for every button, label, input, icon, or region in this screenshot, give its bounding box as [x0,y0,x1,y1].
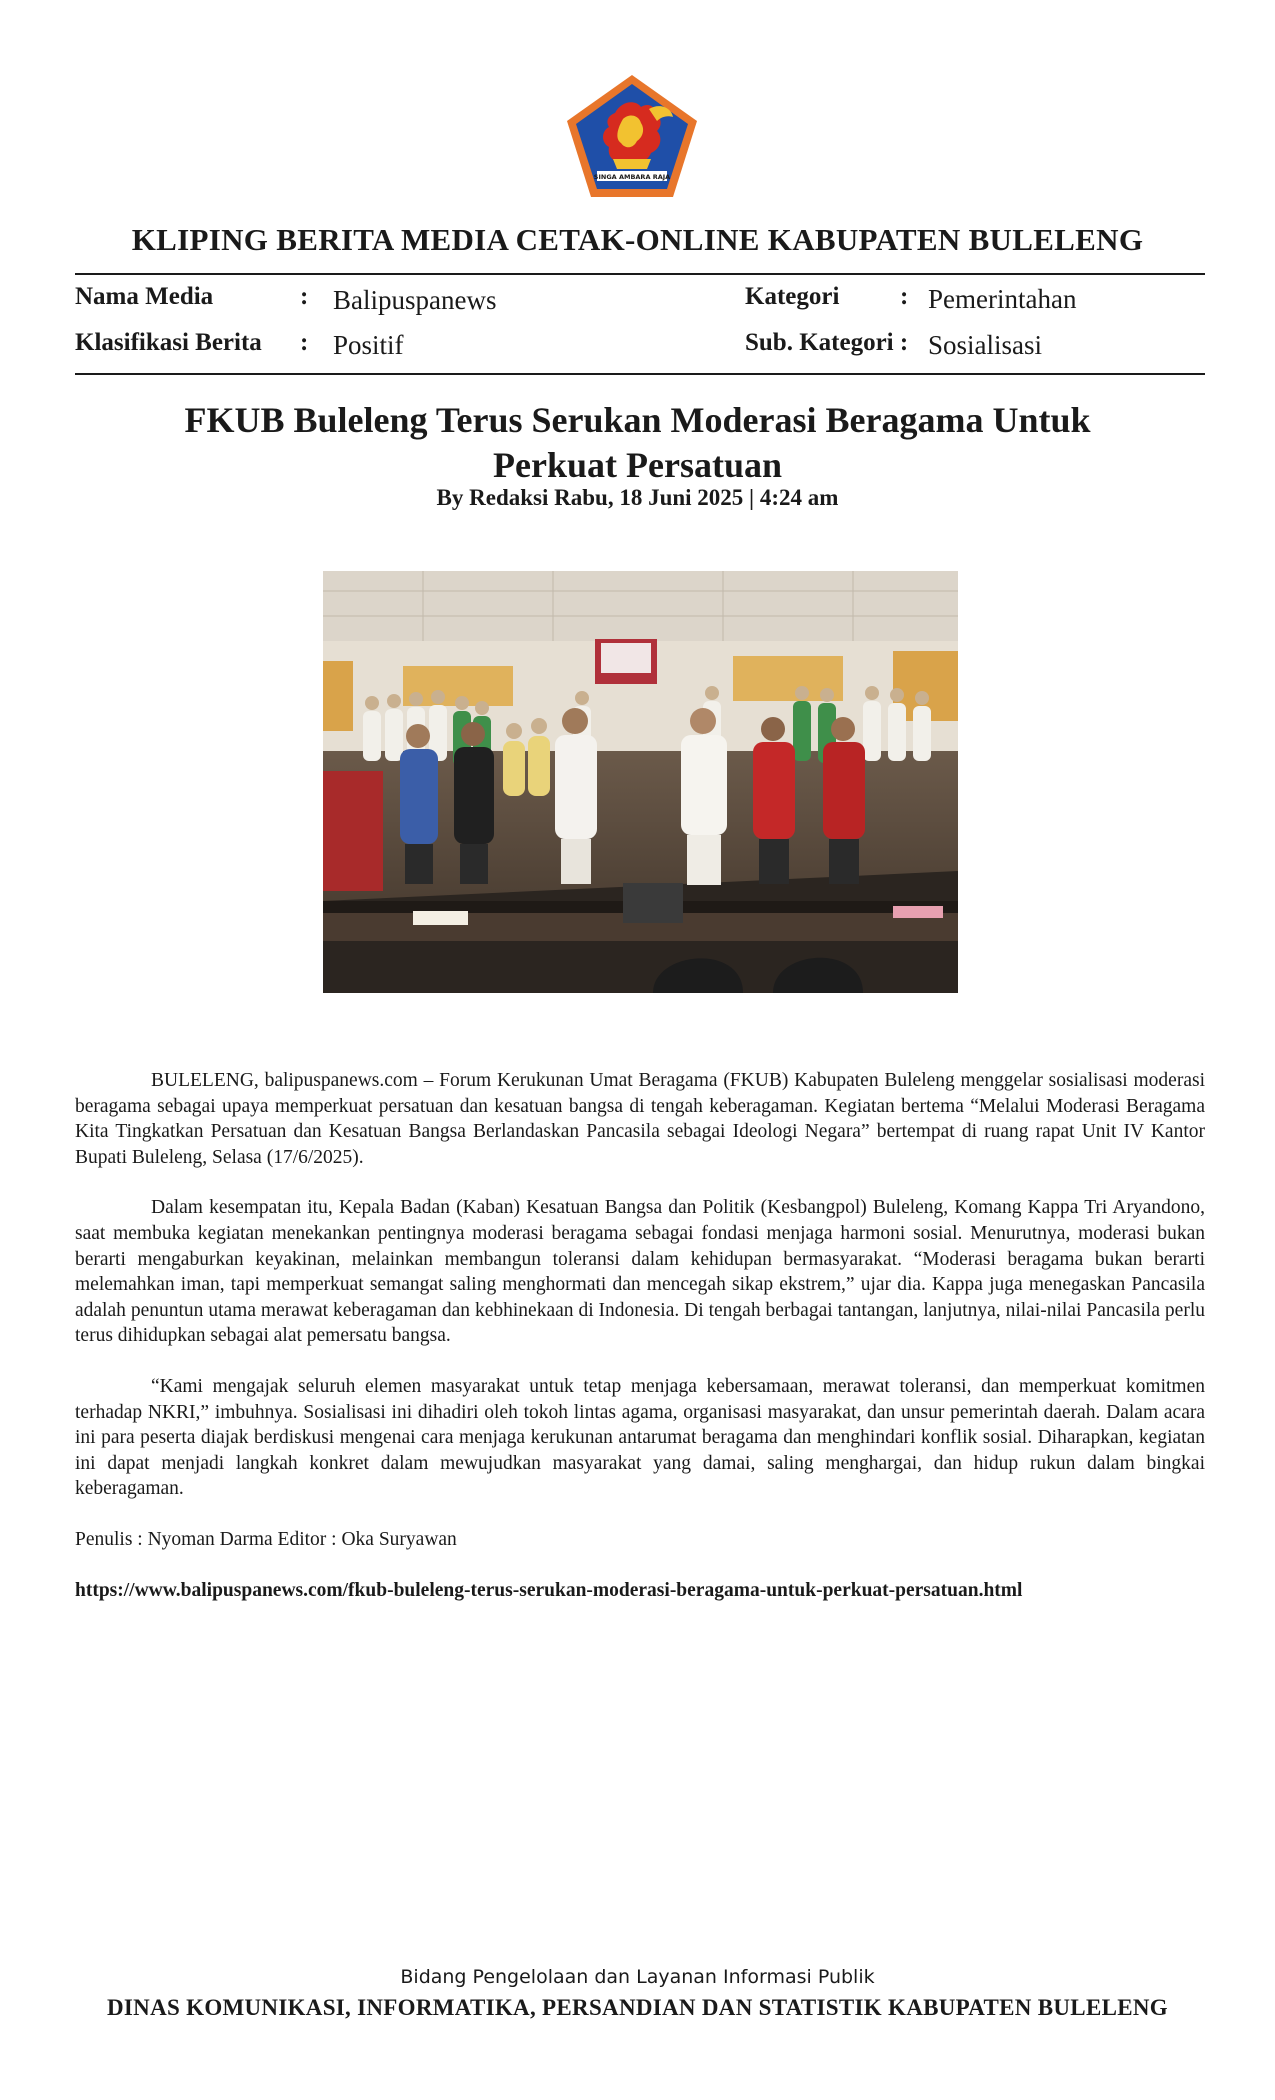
header-rule-top [75,273,1205,275]
article-paragraph-3: “Kami mengajak seluruh elemen masyarakat untuk tetap menjaga kebersamaan, merawat toleransi, dan memperkuat komitmen terhadap NKRI,” imbuhnya. Sosialisasi ini dihadiri oleh tokoh lintas agama, organisasi masyarakat, dan unsur pemerintah daerah. Dalam acara ini para peserta diajak berdiskusi mengenai cara menjaga kerukunan antarumat beragama dan menghindari konflik sosial. Diharapkan, kegiatan ini dapat menjadi langkah konkret dalam mewujudkan masyarakat yang damai, saling menghargai, dan hidup rukun dalam bingkai keberagaman. [75,1375,1205,1500]
emblem-icon [563,73,701,201]
klasifikasi-colon: : [300,329,309,356]
kategori-label: Kategori [745,283,840,310]
article-paragraph-1: BULELENG, balipuspanews.com – Forum Kerukunan Umat Beragama (FKUB) Kabupaten Buleleng menggelar sosialisasi moderasi beragama sebagai upaya memperkuat persatuan dan kesatuan bangsa di tengah keberagaman. Kegiatan bertema “Melalui Moderasi Beragama Kita Tingkatkan Persatuan dan Kesatuan Bangsa Berlandaskan Pancasila sebagai Ideologi Negara” bertempat di ruang rapat Unit IV Kantor Bupati Buleleng, Selasa (17/6/2025). [75,1070,1205,1168]
subkategori-label: Sub. Kategori : [745,329,909,356]
article-title-line1: FKUB Buleleng Terus Serukan Moderasi Beragama Untuk [184,400,1091,440]
klasifikasi-label: Klasifikasi Berita [75,329,262,356]
article-title-line2: Perkuat Persatuan [493,445,782,485]
article-photo [323,571,958,993]
article-byline: By Redaksi Rabu, 18 Juni 2025 | 4:24 am [436,485,839,510]
subkategori-value: Sosialisasi [928,330,1043,360]
kategori-value: Pemerintahan [928,284,1077,314]
article-body [75,1068,1205,1603]
footer-division: Bidang Pengelolaan dan Layanan Informasi Publik [400,1966,875,1988]
document-title: KLIPING BERITA MEDIA CETAK-ONLINE KABUPATEN BULELENG [131,222,1144,257]
klasifikasi-value: Positif [333,330,404,360]
media-value: Balipuspanews [333,285,497,315]
regency-emblem-logo [563,73,701,201]
header-rule-bottom [75,373,1205,375]
media-label: Nama Media [75,283,214,310]
article-paragraph-2: Dalam kesempatan itu, Kepala Badan (Kaban) Kesatuan Bangsa dan Politik (Kesbangpol) Buleleng, Komang Kappa Tri Aryandono, saat membuka kegiatan menekankan pentingnya moderasi beragama sebagai fondasi menjaga harmoni sosial. Menurutnya, moderasi bukan berarti mengaburkan keyakinan, melainkan membangun toleransi dalam kehidupan bermasyarakat. “Moderasi beragama bukan berarti melemahkan iman, tapi memperkuat semangat saling menghormati dan mencegah sikap ekstrem,” ujar dia. Kappa juga menegaskan Pancasila adalah penuntun utama merawat keberagaman dan kebhinekaan di Indonesia. Di tengah berbagai tantangan, lanjutnya, nilai-nilai Pancasila perlu terus dihidupkan sebagai alat pemersatu bangsa. [75,1197,1205,1347]
article-source-link[interactable]: https://www.balipuspanews.com/fkub-buleleng-terus-serukan-moderasi-beragama-untuk-perkuat-persatuan.html [75,1579,1023,1601]
article-title [150,398,1125,488]
media-colon: : [300,283,309,310]
article-credits: Penulis : Nyoman Darma Editor : Oka Suryawan [75,1528,457,1550]
emblem-caption: SINGA AMBARA RAJA [593,173,671,181]
footer-agency: DINAS KOMUNIKASI, INFORMATIKA, PERSANDIAN DAN STATISTIK KABUPATEN BULELENG [107,1995,1168,2020]
kategori-colon: : [900,283,909,310]
